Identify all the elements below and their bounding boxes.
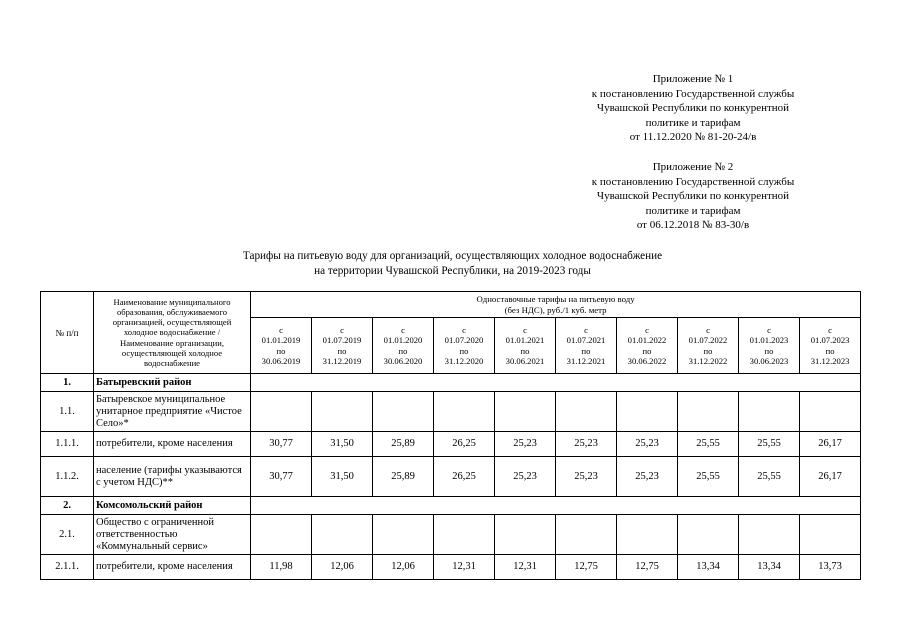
tariff-value: 25,89 [373, 432, 434, 457]
tariff-value: 25,23 [495, 432, 556, 457]
header-period-from: 01.01.2022 [627, 335, 667, 346]
appendix-2-line: Приложение № 2 [652, 161, 734, 173]
tariff-value: 25,55 [678, 457, 739, 497]
header-period-c: с [645, 325, 649, 336]
tariff-value: 30,77 [251, 432, 312, 457]
tariff-value [678, 515, 739, 555]
tariff-value: 12,06 [312, 555, 373, 580]
tariff-value: 12,75 [556, 555, 617, 580]
header-period-c: с [706, 325, 710, 336]
tariff-value: 13,34 [678, 555, 739, 580]
tariff-value: 25,89 [373, 457, 434, 497]
header-period-to: 30.06.2022 [627, 355, 667, 366]
section-spacer [251, 497, 861, 515]
tariff-value: 31,50 [312, 432, 373, 457]
appendix-1-line: Чувашской Республики по конкурентной [596, 102, 790, 114]
header-period-c: с [767, 325, 771, 336]
header-period [617, 318, 678, 374]
tariff-value: 25,23 [617, 432, 678, 457]
appendix-1-line: к постановлению Государственной службы [591, 87, 795, 100]
header-row-1 [41, 292, 861, 318]
header-tariffs-line1: Одноставочные тарифы на питьевую воду [476, 294, 635, 304]
table-row [41, 392, 861, 432]
tariff-value: 11,98 [251, 555, 312, 580]
row-number: 2.1. [41, 515, 94, 555]
tariff-value: 12,75 [617, 555, 678, 580]
header-period-po: по [276, 345, 286, 356]
table-row [41, 497, 861, 515]
header-period-po: по [520, 345, 530, 356]
tariff-value: 26,25 [434, 457, 495, 497]
header-period-po: по [337, 345, 347, 356]
tariff-value: 25,23 [495, 457, 556, 497]
header-period [556, 318, 617, 374]
row-name: потребители, кроме населения [94, 432, 251, 457]
tariff-value: 26,25 [434, 432, 495, 457]
row-name: Комсомольский район [94, 497, 251, 515]
appendix-2-line: Чувашской Республики по конкурентной [596, 190, 790, 202]
header-period [251, 318, 312, 374]
tariffs-table [40, 291, 861, 580]
header-period-to: 30.06.2021 [505, 355, 545, 366]
row-number: 1.1.1. [41, 432, 94, 457]
tariff-value: 12,31 [434, 555, 495, 580]
row-number: 1. [41, 374, 94, 392]
tariff-value [739, 392, 800, 432]
header-period-c: с [523, 325, 527, 336]
tariff-value: 26,17 [800, 457, 861, 497]
tariff-value [251, 392, 312, 432]
header-period-po: по [581, 345, 591, 356]
header-period [312, 318, 373, 374]
header-period-from: 01.01.2019 [261, 335, 301, 346]
tariff-value: 26,17 [800, 432, 861, 457]
tariff-value [678, 392, 739, 432]
tariff-value [556, 515, 617, 555]
tariff-value: 12,06 [373, 555, 434, 580]
tariff-value [556, 392, 617, 432]
header-period-from: 01.07.2021 [566, 335, 606, 346]
header-name: Наименование муниципального образования, обслуживаемого организацией, осуществляющей холодное водоснабжение / Наименование организации, осуществляющей холодное водоснабжение [94, 292, 251, 374]
header-period [495, 318, 556, 374]
header-period [434, 318, 495, 374]
header-period [800, 318, 861, 374]
tariff-value [739, 515, 800, 555]
header-num: № п/п [41, 292, 94, 374]
title-line-2: на территории Чувашской Республики, на 2019-2023 годы [314, 264, 591, 277]
tariff-value [495, 515, 556, 555]
header-period-c: с [828, 325, 832, 336]
header-period-c: с [340, 325, 344, 336]
header-period-to: 31.12.2023 [810, 355, 850, 366]
header-period-from: 01.07.2020 [444, 335, 484, 346]
header-period-po: по [398, 345, 408, 356]
header-period-to: 30.06.2020 [383, 355, 423, 366]
header-period-po: по [825, 345, 835, 356]
tariff-value [434, 515, 495, 555]
tariff-value [251, 515, 312, 555]
tariff-value: 30,77 [251, 457, 312, 497]
header-period-from: 01.07.2023 [810, 335, 850, 346]
tariff-value: 25,55 [739, 457, 800, 497]
appendix-2-line: политике и тарифам [645, 204, 741, 217]
header-period-from: 01.07.2022 [688, 335, 728, 346]
appendix-1-block [563, 72, 823, 145]
appendix-1-line: от 11.12.2020 № 81-20-24/в [629, 131, 757, 143]
row-number: 2. [41, 497, 94, 515]
tariff-value: 13,73 [800, 555, 861, 580]
header-period [739, 318, 800, 374]
table-row [41, 555, 861, 580]
header-period [678, 318, 739, 374]
tariff-value [373, 392, 434, 432]
tariff-value [617, 392, 678, 432]
header-period-po: по [642, 345, 652, 356]
document-title [0, 249, 905, 278]
tariff-value [434, 392, 495, 432]
header-period-to: 31.12.2021 [566, 355, 606, 366]
section-spacer [251, 374, 861, 392]
tariff-value: 31,50 [312, 457, 373, 497]
header-period-to: 31.12.2020 [444, 355, 484, 366]
row-number: 1.1.2. [41, 457, 94, 497]
header-period-c: с [279, 325, 283, 336]
tariff-value [495, 392, 556, 432]
tariff-value: 25,55 [739, 432, 800, 457]
header-period-c: с [401, 325, 405, 336]
row-number: 2.1.1. [41, 555, 94, 580]
tariff-value [312, 392, 373, 432]
tariff-value: 12,31 [495, 555, 556, 580]
tariff-value [800, 515, 861, 555]
tariff-value [617, 515, 678, 555]
appendix-2-block [563, 160, 823, 233]
header-period-from: 01.07.2019 [322, 335, 362, 346]
header-period-to: 31.12.2022 [688, 355, 728, 366]
row-name: потребители, кроме населения [94, 555, 251, 580]
header-period-to: 30.06.2019 [261, 355, 301, 366]
tariff-value: 25,23 [556, 432, 617, 457]
row-number: 1.1. [41, 392, 94, 432]
tariff-value [373, 515, 434, 555]
tariff-value: 25,55 [678, 432, 739, 457]
table-row [41, 515, 861, 555]
appendix-2-line: к постановлению Государственной службы [591, 175, 795, 188]
header-period-to: 31.12.2019 [322, 355, 362, 366]
header-period-c: с [584, 325, 588, 336]
header-tariffs-line2: (без НДС), руб./1 куб. метр [504, 304, 607, 315]
tariff-value: 25,23 [617, 457, 678, 497]
tariff-value [312, 515, 373, 555]
appendix-1-line: Приложение № 1 [652, 73, 734, 85]
row-name: Батыревский район [94, 374, 251, 392]
tariff-value [800, 392, 861, 432]
header-period-from: 01.01.2020 [383, 335, 423, 346]
header-period-to: 30.06.2023 [749, 355, 789, 366]
tariff-value: 13,34 [739, 555, 800, 580]
header-period [373, 318, 434, 374]
table-row [41, 457, 861, 497]
header-period-po: по [459, 345, 469, 356]
row-name: Общество с ограниченной ответственностью «Коммунальный сервис» [94, 515, 251, 555]
header-period-from: 01.01.2023 [749, 335, 789, 346]
header-period-from: 01.01.2021 [505, 335, 545, 346]
table-row [41, 432, 861, 457]
tariff-value: 25,23 [556, 457, 617, 497]
row-name: население (тарифы указываются с учетом НДС)** [94, 457, 251, 497]
table-row [41, 374, 861, 392]
header-period-c: с [462, 325, 466, 336]
title-line-1: Тарифы на питьевую воду для организаций, осуществляющих холодное водоснабжение [242, 250, 663, 262]
header-period-po: по [764, 345, 774, 356]
appendix-1-line: политике и тарифам [645, 116, 741, 129]
header-period-po: по [703, 345, 713, 356]
appendix-2-line: от 06.12.2018 № 83-30/в [636, 219, 750, 231]
header-tariffs [251, 292, 861, 318]
row-name: Батыревское муниципальное унитарное предприятие «Чистое Село»* [94, 392, 251, 432]
